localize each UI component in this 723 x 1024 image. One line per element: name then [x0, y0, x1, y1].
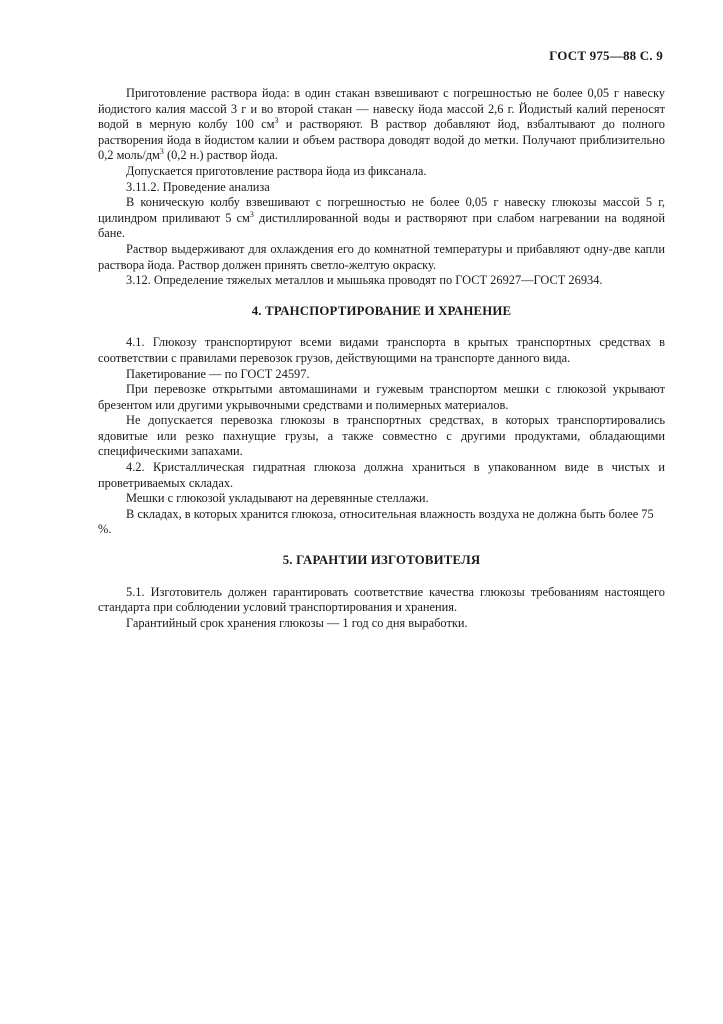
superscript: 3: [159, 147, 164, 157]
page-header: ГОСТ 975—88 С. 9: [549, 48, 663, 63]
section-heading-4: 4. ТРАНСПОРТИРОВАНИЕ И ХРАНЕНИЕ: [251, 303, 512, 318]
paragraph-guarantee: 5.1. Изготовитель должен гарантировать соответствие качества глюкозы требованиям настоящего стандарта при соблюдении условий транспортирования и хранения.: [98, 584, 665, 615]
paragraph-racks: Мешки с глюкозой укладывают на деревянные стеллажи.: [126, 491, 429, 506]
paragraph-flask: [98, 195, 665, 242]
text-fragment: В коническую колбу взвешивают с погрешностью не более 0,05 г навеску глюкозы массой 5 г, цилиндром приливают 5 см: [98, 195, 665, 225]
text-fragment: Приготовление раствора йода: в один стакан взвешивают с погрешностью не более 0,05 г навеску йодистого калия массой 3 г и во второй стакан — навеску йода массой 2,6 г. Йодистый калий переносят водой в мерную колбу 100 см: [98, 86, 665, 132]
paragraph-prohibition: Не допускается перевозка глюкозы в транспортных средствах, в которых транспортировались ядовитые или резко пахнущие грузы, а также совместно с другими продуктами, обладающими специфическими запахами.: [98, 413, 665, 459]
text-fragment: дистиллированной воды и растворяют при слабом нагревании на водяной бане.: [98, 210, 665, 241]
document-body: [98, 86, 665, 631]
paragraph-analysis-heading: 3.11.2. Проведение анализа: [126, 179, 270, 194]
paragraph-fixanal: Допускается приготовление раствора йода из фиксанала.: [126, 163, 427, 178]
paragraph-iodine-preparation: [98, 86, 665, 164]
paragraph-humidity: В складах, в которых хранится глюкоза, относительная влажность воздуха не должна быть более 75 %.: [98, 506, 654, 537]
paragraph-storage: 4.2. Кристаллическая гидратная глюкоза должна храниться в упакованном виде в чистых и проветриваемых складах.: [98, 460, 665, 490]
paragraph-transport: 4.1. Глюкозу транспортируют всеми видами транспорта в крытых транспортных средствах в соответствии с правилами перевозок грузов, действующими на транспорте данного вида.: [98, 335, 665, 365]
text-fragment: и растворяют. В раствор добавляют йод, взбалтывают до полного растворения йода в йодистом калии и объем раствора доводят водой до метки. Получают приблизительно 0,2 моль/дм: [98, 117, 665, 163]
paragraph-open-vehicles: При перевозке открытыми автомашинами и гужевым транспортом мешки с глюкозой укрывают брезентом или другими укрывочными средствами и полимерных материалов.: [98, 382, 665, 412]
paragraph-packaging: Пакетирование — по ГОСТ 24597.: [126, 366, 310, 381]
superscript: 3: [274, 116, 279, 126]
paragraph-heavy-metals: 3.12. Определение тяжелых металлов и мышьяка проводят по ГОСТ 26927—ГОСТ 26934.: [126, 273, 603, 288]
superscript: 3: [249, 209, 254, 219]
text-fragment: (0,2 н.) раствор йода.: [163, 148, 278, 163]
paragraph-cooling: Раствор выдерживают для охлаждения его до комнатной температуры и прибавляют одну-две капли раствора йода. Раствор должен принять светло-желтую окраску.: [98, 241, 665, 272]
paragraph-warranty-period: Гарантийный срок хранения глюкозы — 1 год со дня выработки.: [126, 615, 468, 630]
section-heading-5: 5. ГАРАНТИИ ИЗГОТОВИТЕЛЯ: [282, 553, 481, 568]
